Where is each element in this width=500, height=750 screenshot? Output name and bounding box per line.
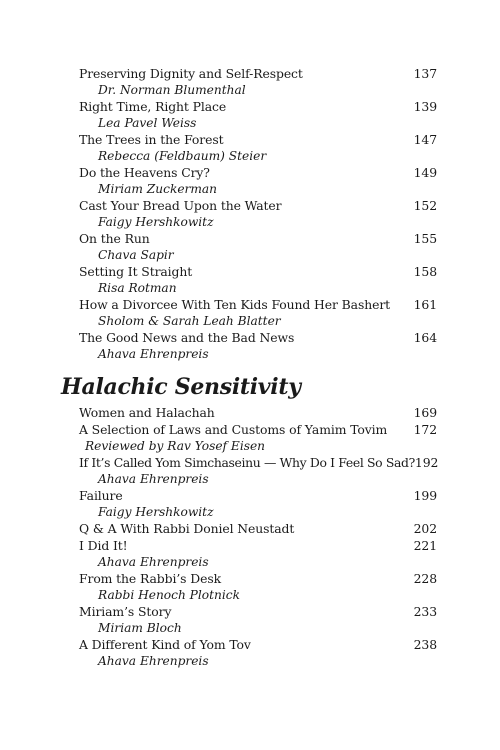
- entry-title: Women and Halachah: [79, 405, 215, 420]
- toc-section-2: [79, 404, 437, 669]
- entry-author: Ahava Ehrenpreis: [98, 347, 209, 361]
- entry-title: A Selection of Laws and Customs of Yamim Tovim: [79, 422, 388, 437]
- toc-entry: [79, 131, 437, 164]
- toc-entry: [79, 65, 437, 98]
- page-number: 155: [413, 231, 437, 246]
- toc-entry: [79, 636, 437, 669]
- entry-title: A Different Kind of Yom Tov: [79, 637, 251, 652]
- page-number: 139: [413, 99, 437, 114]
- entry-title: Miriam’s Story: [79, 604, 172, 619]
- page-number: 149: [413, 165, 437, 180]
- toc-entry: [79, 164, 437, 197]
- entry-title: Preserving Dignity and Self-Respect: [79, 66, 303, 81]
- entry-author: Ahava Ehrenpreis: [98, 472, 209, 486]
- page-number: 169: [413, 405, 437, 420]
- entry-title: Q & A With Rabbi Doniel Neustadt: [79, 521, 295, 536]
- toc-entry: [79, 487, 437, 520]
- toc-entry: [79, 98, 437, 131]
- entry-author: Rebecca (Feldbaum) Steier: [98, 149, 267, 163]
- page-number: 192: [414, 455, 439, 470]
- page-number: 172: [413, 422, 437, 437]
- toc-entry: [79, 570, 437, 603]
- entry-author: Faigy Hershkowitz: [98, 505, 214, 519]
- toc-entry: [79, 520, 437, 537]
- entry-author: Dr. Norman Blumenthal: [98, 83, 246, 97]
- page-number: 158: [413, 264, 437, 279]
- entry-author: Ahava Ehrenpreis: [98, 654, 209, 668]
- toc-entry: [79, 329, 437, 362]
- entry-author: Risa Rotman: [98, 281, 177, 295]
- toc-entry: [79, 603, 437, 636]
- entry-title: Failure: [79, 488, 123, 503]
- entry-title: How a Divorcee With Ten Kids Found Her Bashert: [79, 297, 391, 312]
- entry-author: Sholom & Sarah Leah Blatter: [98, 314, 281, 328]
- page-number: 199: [413, 488, 437, 503]
- page-number: 152: [413, 198, 437, 213]
- entry-author: Reviewed by Rav Yosef Eisen: [85, 439, 266, 453]
- page-number: 233: [413, 604, 437, 619]
- entry-author: Faigy Hershkowitz: [98, 215, 214, 229]
- page-number: 164: [413, 330, 437, 345]
- toc-entry: [79, 197, 437, 230]
- entry-title: Right Time, Right Place: [79, 99, 227, 114]
- section-heading: Halachic Sensitivity: [61, 374, 301, 400]
- toc-entry: [79, 454, 437, 487]
- page-number: 202: [413, 521, 437, 536]
- toc-entry: [79, 537, 437, 570]
- toc-entry: [79, 296, 437, 329]
- entry-author: Miriam Zuckerman: [98, 182, 218, 196]
- page-number: 137: [413, 66, 437, 81]
- entry-title: From the Rabbi’s Desk: [79, 571, 221, 586]
- toc-section-1: [79, 65, 437, 362]
- entry-title: The Trees in the Forest: [79, 132, 224, 147]
- entry-title: Do the Heavens Cry?: [79, 165, 210, 180]
- entry-title: Setting It Straight: [79, 264, 193, 279]
- page-number: 238: [413, 637, 437, 652]
- entry-title: The Good News and the Bad News: [79, 330, 295, 345]
- page-number: 228: [413, 571, 437, 586]
- entry-title: I Did It!: [79, 538, 128, 553]
- toc-entry: [79, 404, 437, 421]
- entry-author: Rabbi Henoch Plotnick: [98, 588, 240, 602]
- toc-entry: [79, 421, 437, 454]
- entry-author: Ahava Ehrenpreis: [98, 555, 209, 569]
- page-number: 147: [413, 132, 437, 147]
- entry-author: Lea Pavel Weiss: [98, 116, 197, 130]
- entry-author: Miriam Bloch: [98, 621, 182, 635]
- entry-title: If It’s Called Yom Simchaseinu — Why Do I Feel So Sad?: [79, 455, 415, 470]
- entry-title: Cast Your Bread Upon the Water: [79, 198, 282, 213]
- entry-author: Chava Sapir: [98, 248, 174, 262]
- page-number: 221: [413, 538, 437, 553]
- page-number: 161: [413, 297, 437, 312]
- toc-entry: [79, 263, 437, 296]
- entry-title: On the Run: [79, 231, 150, 246]
- toc-entry: [79, 230, 437, 263]
